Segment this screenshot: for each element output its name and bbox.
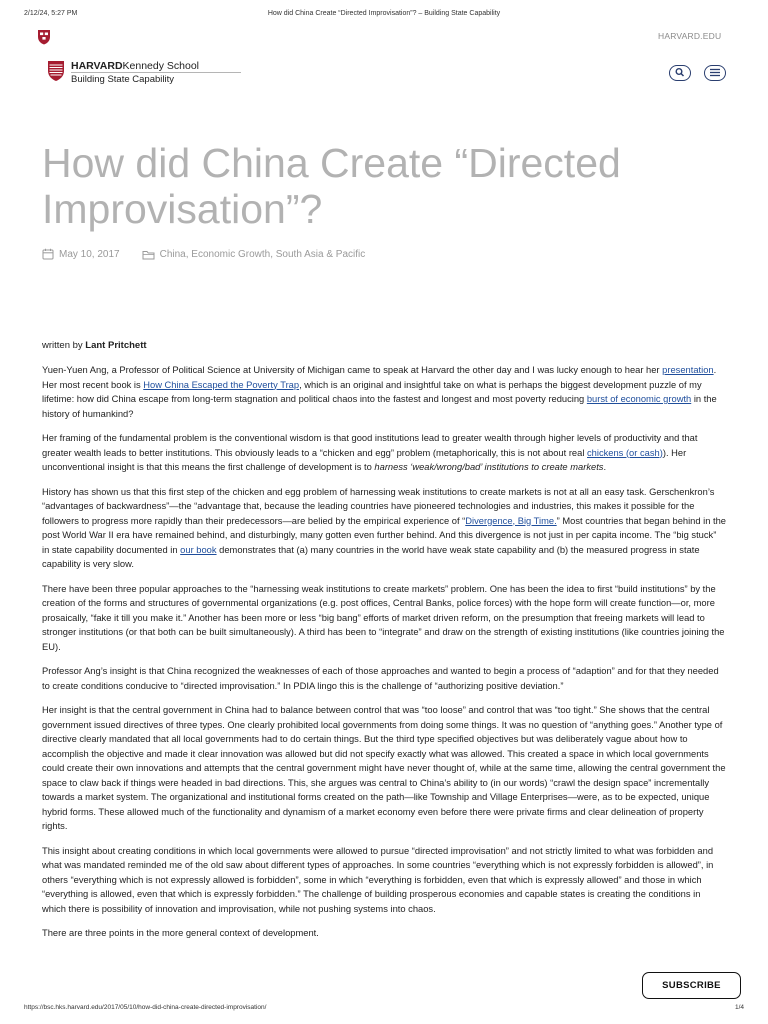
harvard-edu-link[interactable]: HARVARD.EDU bbox=[658, 31, 722, 41]
search-icon bbox=[674, 64, 686, 82]
harvard-shield-icon[interactable] bbox=[37, 29, 51, 50]
article-title: How did China Create “Directed Improvisation”? bbox=[42, 140, 621, 232]
calendar-icon bbox=[42, 248, 54, 260]
paragraph-1: Yuen-Yuen Ang, a Professor of Political Science at University of Michigan came to speak at Harvard the other day and I was lucky enough to hear her presentation. Her most recent book is How China Escaped the Poverty Trap, which is an original and insightful take on what is perhaps the biggest development puzzle of my lifetime: how did China escape from long-term stagnation and political chaos into the fastest and longest and most poverty reducing burst of economic growth in the history of humankind? bbox=[42, 365, 717, 419]
paragraph-5: Professor Ang’s insight is that China recognized the weaknesses of each of those approaches and wanted to begin a process of “adaption” and for that they needed to create conditions conducive to “directed improvisation.” In PDIA lingo this is the challenge of “authorizing positive deviation.” bbox=[42, 666, 719, 691]
paragraph-2: Her framing of the fundamental problem is the conventional wisdom is that good institutions lead to greater wealth through higher levels of productivity and that greater wealth leads to better institutions. This obviously leads to a “chicken and egg” problem (metaphorically, this is not about real chickens (or cash)). Her unconventional insight is that this means the first challenge of development is to harness ‘weak/wrong/bad’ institutions to create markets. bbox=[42, 433, 698, 472]
article-categories[interactable]: China, Economic Growth, South Asia & Pacific bbox=[159, 248, 366, 260]
byline-prefix: written by bbox=[42, 340, 86, 351]
divergence-link[interactable]: Divergence, Big Time. bbox=[465, 515, 557, 526]
author-name: Lant Pritchett bbox=[85, 340, 147, 351]
menu-icon bbox=[709, 64, 721, 82]
paragraph-7: This insight about creating conditions in which local governments were allowed to pursue “directed improvisation” and not strictly limited to what was forbidden and what was mandated reminded me of the old saw about different types of approaches. In some countries “everything which is not expressly forbidden is allowed”, in others “everything which is not expressly allowed is forbidden”, some in which “everything is forbidden, even that which is expressly allowed” and those in which “everything is allowed, even that which is expressly forbidden.” The challenge of building prosperous economies and capable states is creating the conditions in which there is possibility of innovation and improvisation, while not pushing systems into chaos. bbox=[42, 845, 714, 914]
print-header bbox=[24, 10, 744, 22]
menu-button[interactable] bbox=[704, 65, 726, 81]
book-link[interactable]: How China Escaped the Poverty Trap bbox=[143, 379, 300, 390]
search-button[interactable] bbox=[669, 65, 691, 81]
economic-growth-link[interactable]: burst of economic growth bbox=[586, 394, 692, 404]
byline bbox=[42, 340, 147, 351]
presentation-link[interactable]: presentation bbox=[662, 365, 714, 375]
paragraph-4: There have been three popular approaches to the “harnessing weak institutions to create markets” problem. One has been the idea to first “build institutions” by the creation of the forms and structures of governmental organizations (e.g. post offices, Central Banks, police forces) with the hope form will create function—or, more prosaically, “fake it till you make it.” Another has been more or less “big bang” efforts of market driven reform, on the presumption that freeing markets will lead to stronger institutions (or that both can be built simultaneously). A third has been to “integrate” and draw on the strength of existing institutions (like countries joining the EU). bbox=[42, 583, 725, 652]
logo-school: Kennedy School bbox=[122, 60, 200, 72]
paragraph-8: There are three points in the more general context of development. bbox=[42, 928, 319, 938]
chickens-link[interactable]: chickens (or cash) bbox=[587, 447, 663, 458]
logo-harvard: HARVARD bbox=[71, 60, 123, 72]
print-url: https://bsc.hks.harvard.edu/2017/05/10/how-did-china-create-directed-improvisation/ bbox=[24, 1004, 267, 1011]
article-meta bbox=[42, 248, 365, 260]
logo-title bbox=[71, 60, 199, 72]
print-datetime: 2/12/24, 5:27 PM bbox=[24, 10, 78, 17]
article-body bbox=[42, 363, 726, 951]
article-date: May 10, 2017 bbox=[59, 248, 120, 260]
logo-divider bbox=[71, 72, 241, 73]
paragraph-3: History has shown us that this first step of the chicken and egg problem of harnessing weak institutions to create markets is not at all an easy task. Gerschenkron’s “advantages of backwardness”—the “advantage that, because the leading countries have pioneered technologies and industries, this makes it possible for the followers to progress more rapidly than their predecessors—are belied by the empirical experience of “Divergence, Big Time.” Most countries that began behind in the post World War II era have remained behind, and disturbingly, many gotten even further behind. And this divergence is not just in per capita income. The “big stuck” in state capability documented in our book demonstrates that (a) many countries in the world have weak state capability and (b) the measured progress in state capability is very slow. bbox=[42, 486, 727, 569]
subscribe-button[interactable]: SUBSCRIBE bbox=[642, 972, 741, 999]
print-doc-title: How did China Create “Directed Improvisation”? – Building State Capability bbox=[267, 10, 501, 17]
logo-subtitle: Building State Capability bbox=[71, 74, 174, 85]
folder-icon bbox=[142, 249, 155, 260]
our-book-link[interactable]: our book bbox=[180, 544, 217, 555]
hks-shield-icon bbox=[47, 60, 65, 87]
print-page-number: 1/4 bbox=[734, 1004, 744, 1011]
paragraph-6: Her insight is that the central government in China had to balance between control that was “too loose” and control that was “too tight.” She shows that the central government issued directives of three types. One clearly prohibited local governments from doing some things. It was no question of “anything goes.” Another type of directive clearly mandated that all local governments had to do certain things. But the third type specified objectives but was deliberately vague about how to accomplish the objective and made it clear innovation was allowed but did not specify exactly what was allowed. This created a space in which local governments could create their own innovations and attempts that the central government might have never thought of, while at the same time, allowing the central government the space to claw back if things were headed in bad directions. This, she argues was central to China’s ability to (in our words) “crawl the design space” incrementally towards a market system. The organizational and institutional forms created on the path—like Township and Village Enterprises—were, as to be expected, unique hybrid forms. These allowed much of the functionality and dynamism of a market economy even before there were private firms and clear delineation of property rights. bbox=[42, 705, 726, 831]
